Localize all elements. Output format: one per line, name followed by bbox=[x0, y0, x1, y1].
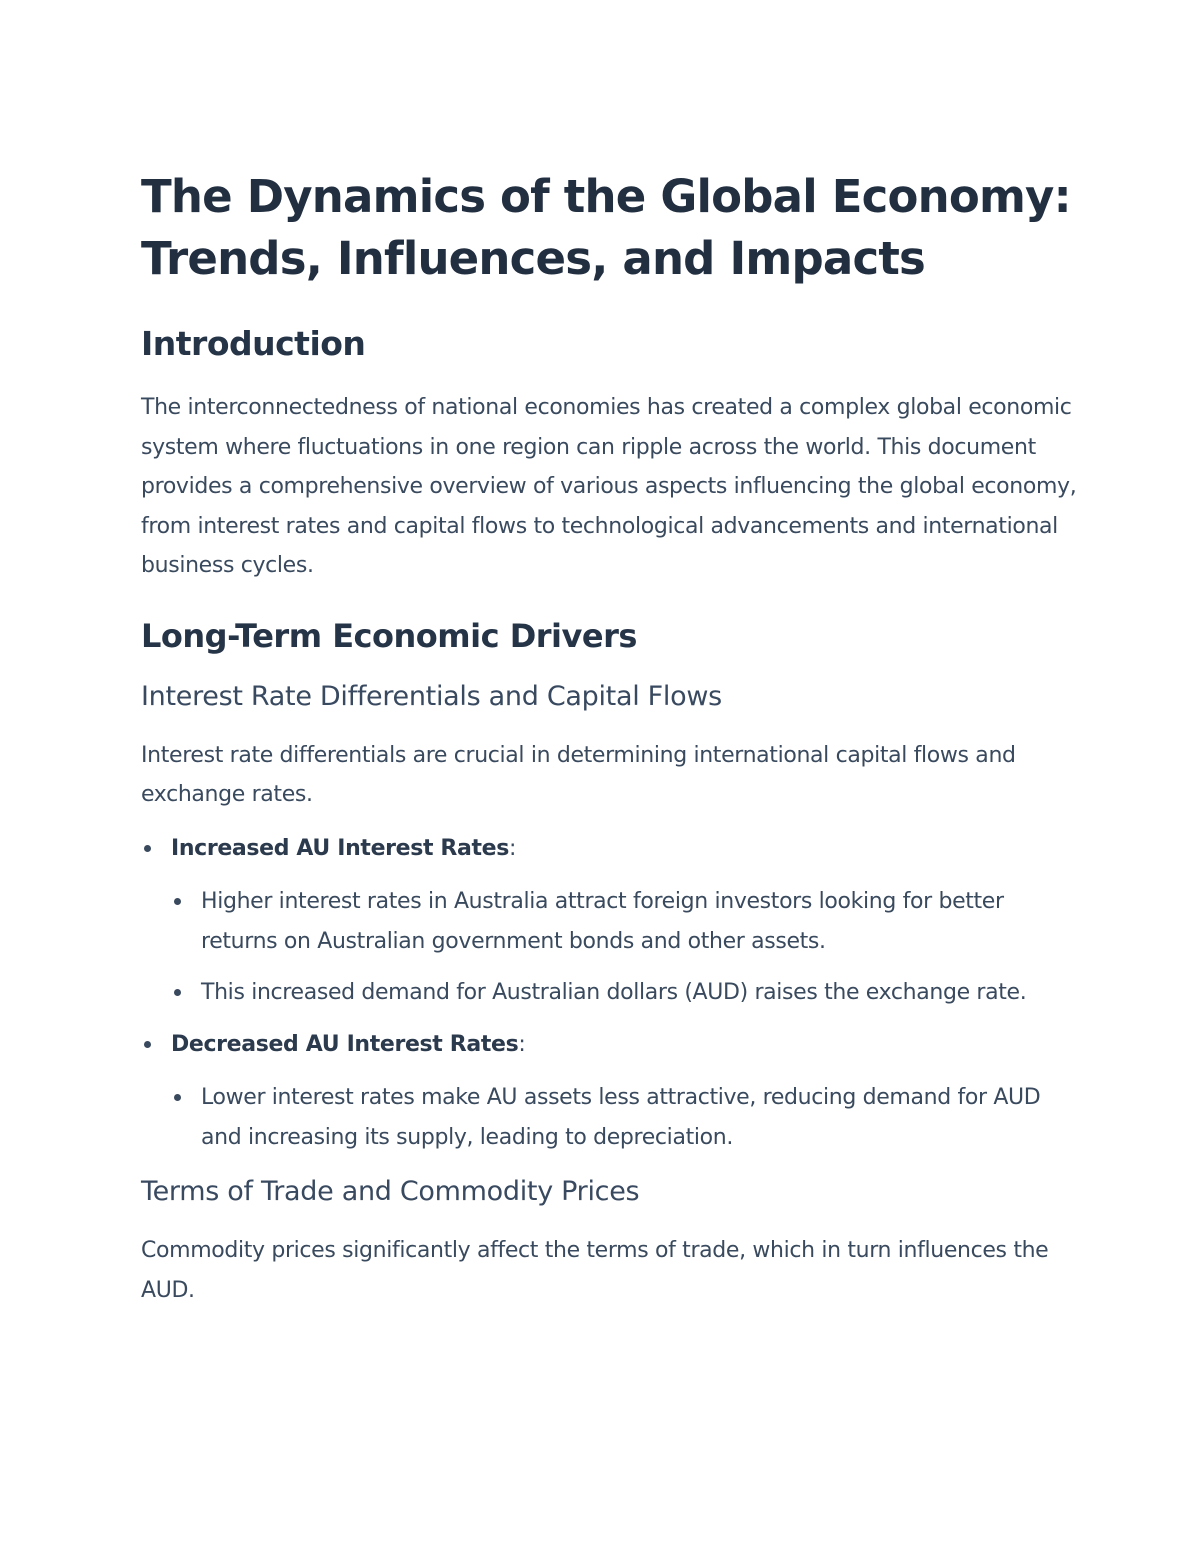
list-item bbox=[171, 882, 1081, 961]
list-item-increased-rates bbox=[141, 829, 1081, 1013]
bullet-icon bbox=[174, 898, 181, 905]
decreased-point-1: Lower interest rates make AU assets less attractive, reducing demand for AUD and increasing its supply, leading to depreciation. bbox=[201, 1085, 1041, 1150]
decreased-rates-colon: : bbox=[518, 1031, 526, 1057]
interest-rate-heading: Interest Rate Differentials and Capital Flows bbox=[141, 680, 722, 712]
long-term-drivers-heading: Long-Term Economic Drivers bbox=[141, 616, 637, 655]
title-line-1: The Dynamics of the Global Economy: bbox=[141, 170, 1071, 223]
list-item bbox=[171, 1078, 1081, 1157]
terms-of-trade-heading: Terms of Trade and Commodity Prices bbox=[141, 1176, 640, 1207]
introduction-heading: Introduction bbox=[141, 324, 366, 363]
bullet-icon bbox=[144, 845, 151, 852]
document-title bbox=[141, 166, 1081, 290]
increased-point-2: This increased demand for Australian dollars (AUD) raises the exchange rate. bbox=[201, 980, 1027, 1005]
interest-rate-list bbox=[141, 829, 1081, 1158]
title-line-2: Trends, Influences, and Impacts bbox=[141, 232, 926, 285]
bullet-icon bbox=[174, 1094, 181, 1101]
list-item-decreased-rates bbox=[141, 1025, 1081, 1158]
increased-rates-colon: : bbox=[509, 835, 517, 861]
decreased-rates-label: Decreased AU Interest Rates bbox=[171, 1031, 519, 1057]
decreased-rates-sublist bbox=[171, 1078, 1081, 1157]
bullet-icon bbox=[174, 989, 181, 996]
increased-point-1: Higher interest rates in Australia attract foreign investors looking for better returns on Australian government bonds and other assets. bbox=[201, 889, 1004, 954]
increased-rates-label: Increased AU Interest Rates bbox=[171, 835, 509, 861]
document-page bbox=[141, 166, 1081, 1310]
introduction-paragraph: The interconnectedness of national economies has created a complex global economic system where fluctuations in one region can ripple across the world. This document provides a comprehensive overview of various aspects influencing the global economy, from interest rates and capital flows to technological advancements and international business cycles. bbox=[141, 395, 1077, 578]
bullet-icon bbox=[144, 1041, 151, 1048]
list-item bbox=[171, 973, 1081, 1013]
terms-of-trade-paragraph: Commodity prices significantly affect the terms of trade, which in turn influences the AUD. bbox=[141, 1238, 1049, 1303]
interest-rate-paragraph: Interest rate differentials are crucial in determining international capital flows and exchange rates. bbox=[141, 742, 1016, 807]
increased-rates-sublist bbox=[171, 882, 1081, 1013]
